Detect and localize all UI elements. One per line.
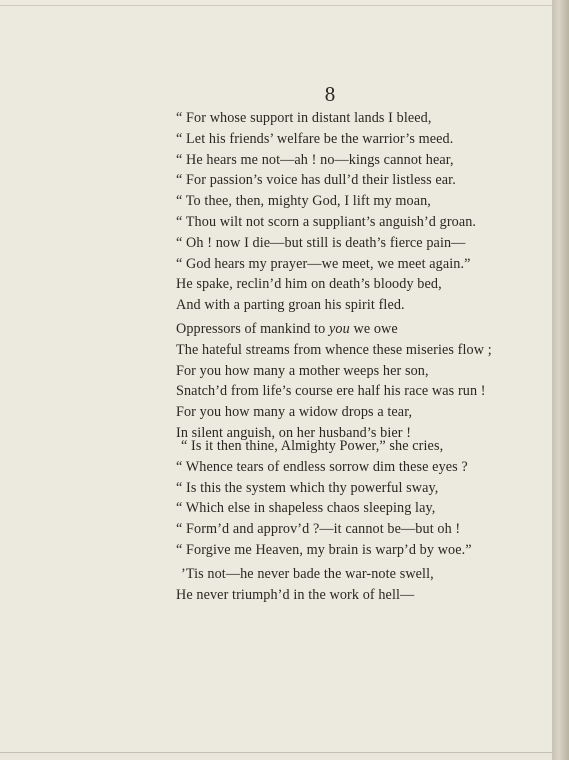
poem-line: ’Tis not—he never bade the war-note swell, (181, 566, 434, 582)
stanza-1 (176, 108, 476, 316)
poem-line: “ Which else in shapeless chaos sleeping lay, (176, 500, 436, 517)
emphasized-word: you (329, 321, 350, 337)
poem-line: “ Is it then thine, Almighty Power,” she cries, (181, 438, 444, 454)
poem-line: “ Let his friends’ welfare be the warrior’s meed. (176, 130, 454, 147)
page-top-rule (0, 5, 552, 6)
poem-line: Snatch’d from life’s course ere half his race was run ! (176, 383, 486, 400)
poem-text: Oppressors of mankind to (176, 321, 330, 337)
poem-line: And with a parting groan his spirit fled. (176, 297, 405, 314)
poem-line: For you how many a widow drops a tear, (176, 404, 413, 421)
poem-line: “ Thou wilt not scorn a suppliant’s anguish’d groan. (176, 213, 477, 230)
stanza-3 (176, 436, 472, 561)
poem-line: “ He hears me not—ah ! no—kings cannot hear, (176, 151, 454, 168)
poem-line: “ Oh ! now I die—but still is death’s fierce pain— (176, 234, 466, 251)
poem-line: “ For whose support in distant lands I bleed, (176, 110, 432, 126)
poem-text: we owe (349, 321, 398, 337)
poem-line (176, 319, 492, 340)
poem-line: He never triumph’d in the work of hell— (176, 586, 415, 603)
poem-line: He spake, reclin’d him on death’s bloody bed, (176, 276, 442, 293)
poem-line: The hateful streams from whence these miseries flow ; (176, 341, 492, 358)
poem-line: “ Forgive me Heaven, my brain is warp’d by woe.” (176, 541, 472, 558)
poem-line: “ Whence tears of endless sorrow dim these eyes ? (176, 458, 468, 475)
book-page-edge (552, 0, 569, 760)
poem-line: In silent anguish, on her husband’s bier ! (176, 424, 412, 441)
poem-line: For you how many a mother weeps her son, (176, 362, 429, 379)
page-number: 8 (324, 82, 336, 106)
poem-line: “ Is this the system which thy powerful sway, (176, 479, 439, 496)
poem-line: “ For passion’s voice has dull’d their listless ear. (176, 172, 456, 189)
stanza-4 (176, 564, 434, 606)
poem-line: “ God hears my prayer—we meet, we meet again.” (176, 255, 471, 272)
poem-line: “ Form’d and approv’d ?—it cannot be—but oh ! (176, 521, 461, 538)
stanza-2 (176, 319, 492, 444)
poem-line: “ To thee, then, mighty God, I lift my moan, (176, 193, 431, 210)
